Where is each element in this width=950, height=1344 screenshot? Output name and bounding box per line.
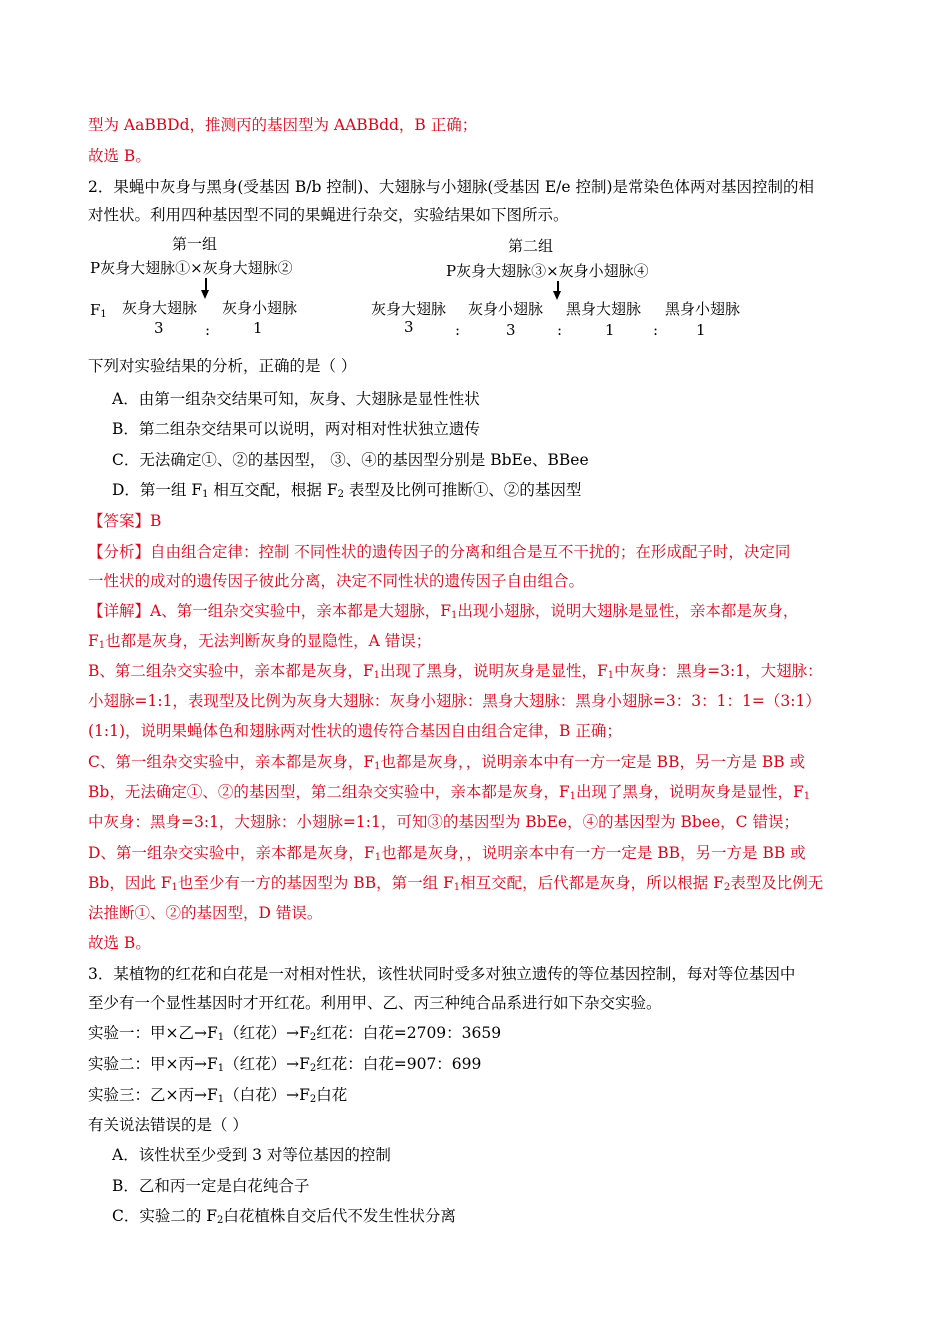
q2-detail-line10: Bb，因此 $F_1$也至少有一方的基因型为 BB，第一组 $F_1$相互交配，后代都是灰身，所以根据 $F_2$表型及比例无 [88, 874, 824, 893]
q3-experiment-2: 实验二：甲×丙$\to F_1$（红花）$\to F_2$红花：白花=907：699 [88, 1055, 482, 1074]
group1-title: 第一组 [172, 235, 218, 253]
group2-parents: P灰身大翅脉③×灰身小翅脉④ [446, 262, 649, 280]
group2-ratio-colon-3: : [653, 321, 659, 339]
q3-option-c: C．实验二的 $F_2$白花植株自交后代不发生性状分离 [112, 1207, 456, 1226]
q2-option-b: B．第二组杂交结果可以说明，两对相对性状独立遗传 [112, 420, 480, 438]
q3-prompt: 有关说法错误的是（ ） [88, 1116, 248, 1134]
q3-option-b: B．乙和丙一定是白花纯合子 [112, 1177, 310, 1195]
q2-detail-line7: Bb，无法确定①、②的基因型，第二组杂交实验中，亲本都是灰身，$F_1$出现了黑身，说明灰身是显性，$F_1$ [88, 783, 811, 802]
group2-ratio-colon-2: : [557, 321, 563, 339]
group1-ratio-1: 3 [154, 319, 164, 337]
q2-detail-line1: 【详解】A、第一组杂交实验中，亲本都是大翅脉，$F_1$出现小翅脉，说明大翅脉是显性，亲本都是灰身， [88, 602, 799, 621]
q3-experiment-3: 实验三：乙×丙$\to F_1$（白花）$\to F_2$白花 [88, 1086, 348, 1105]
q3-stem-line2: 至少有一个显性基因时才开红花。利用甲、乙、丙三种纯合品系进行如下杂交实验。 [88, 994, 662, 1012]
group2-ratio-1: 3 [404, 318, 414, 336]
group1-ratio-2: 1 [253, 319, 263, 337]
prev-conclusion: 故选 B。 [88, 147, 151, 165]
group2-phenotype-2: 灰身小翅脉 [468, 300, 544, 318]
q2-detail-line4: 小翅脉=1:1，表现型及比例为灰身大翅脉：灰身小翅脉：黑身大翅脉：黑身小翅脉=3：3：1：1=（3:1） [88, 692, 821, 710]
q2-stem-line1: 2．果蝇中灰身与黑身(受基因 B/b 控制)、大翅脉与小翅脉(受基因 E/e 控制)是常染色体两对基因控制的相 [88, 178, 815, 196]
q2-answer: 【答案】B [88, 512, 162, 530]
q2-detail-line9: D、第一组杂交实验中，亲本都是灰身，$F_1$也都是灰身，，说明亲本中有一方一定是 BB，另一方是 BB 或 [88, 844, 806, 863]
group1-ratio-colon: : [205, 321, 211, 339]
group2-phenotype-4: 黑身小翅脉 [665, 300, 741, 318]
q2-conclusion: 故选 B。 [88, 934, 151, 952]
q2-option-d: D．第一组 $F_1$ 相互交配，根据 $F_2$ 表型及比例可推断①、②的基因型 [112, 481, 582, 500]
q2-detail-line3: B、第二组杂交实验中，亲本都是灰身，$F_1$出现了黑身，说明灰身是显性，$F_1$中灰身：黑身=3:1，大翅脉： [88, 662, 823, 681]
q3-option-a: A．该性状至少受到 3 对等位基因的控制 [112, 1146, 391, 1164]
q2-detail-line5: (1:1)，说明果蝇体色和翅脉两对性状的遗传符合基因自由组合定律，B 正确； [88, 722, 622, 740]
q2-stem-line2: 对性状。利用四种基因型不同的果蝇进行杂交，实验结果如下图所示。 [88, 206, 569, 224]
group2-arrowhead [553, 291, 561, 300]
q3-experiment-1: 实验一：甲×乙$\to F_1$（红花）$\to F_2$红花：白花=2709：3659 [88, 1024, 502, 1043]
q2-analysis-line1: 【分析】自由组合定律：控制 不同性状的遗传因子的分离和组合是互不干扰的；在形成配子时，决定同 [88, 543, 791, 561]
prev-answer-line: 型为 AaBBDd，推测丙的基因型为 AABBdd，B 正确； [88, 116, 478, 134]
group1-arrowhead [201, 290, 209, 299]
q2-option-c: C．无法确定①、②的基因型， ③、④的基因型分别是 BbEe、BBee [112, 451, 589, 469]
group2-phenotype-3: 黑身大翅脉 [566, 300, 642, 318]
group2-phenotype-1: 灰身大翅脉 [371, 300, 447, 318]
group1-phenotype-2: 灰身小翅脉 [222, 299, 298, 317]
q2-detail-line8: 中灰身：黑身=3:1，大翅脉：小翅脉=1:1，可知③的基因型为 BbEe，④的基因型为 Bbee，C 错误； [88, 813, 799, 831]
group2-ratio-2: 3 [506, 321, 516, 339]
group2-ratio-4: 1 [696, 321, 706, 339]
group1-parents: P灰身大翅脉①×灰身大翅脉② [90, 259, 293, 277]
q2-detail-line6: C、第一组杂交实验中，亲本都是灰身，$F_1$也都是灰身，，说明亲本中有一方一定是 BB，另一方是 BB 或 [88, 753, 806, 772]
q2-option-a: A．由第一组杂交结果可知，灰身、大翅脉是显性性状 [112, 390, 480, 408]
group2-ratio-colon-1: : [455, 321, 461, 339]
group2-title: 第二组 [508, 237, 554, 255]
q2-detail-line2: $F_1$也都是灰身，无法判断灰身的显隐性，A 错误； [88, 632, 432, 651]
q2-analysis-line2: 一性状的成对的遗传因子彼此分离，决定不同性状的遗传因子自由组合。 [88, 572, 585, 590]
q3-stem-line1: 3．某植物的红花和白花是一对相对性状，该性状同时受多对独立遗传的等位基因控制，每对等位基因中 [88, 965, 796, 983]
group2-ratio-3: 1 [605, 321, 615, 339]
q2-detail-line11: 法推断①、②的基因型，D 错误。 [88, 904, 323, 922]
group1-phenotype-1: 灰身大翅脉 [122, 299, 198, 317]
group1-f1-label: $F_1$ [90, 301, 107, 320]
q2-prompt: 下列对实验结果的分析，正确的是（ ） [88, 357, 357, 375]
